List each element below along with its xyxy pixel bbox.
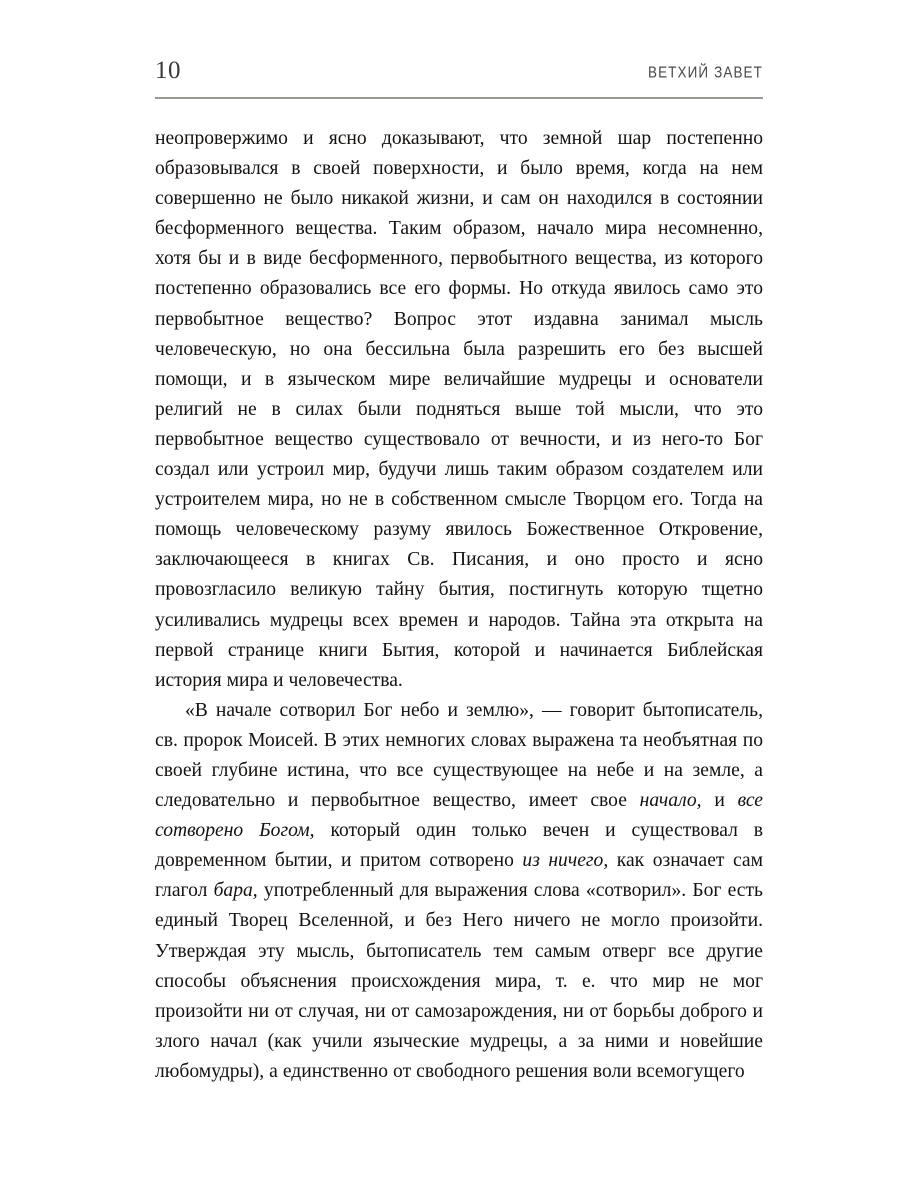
running-head [155, 58, 763, 92]
paragraph-2-run-1: «В начале сотворил Бог небо и землю», — говорит бытописатель, св. пророк Моисей. В этих немногих словах выражена та необъятная по своей глубине истина, что все существующее на небе и на земле, а следовательно и первобытное вещество, имеет свое [155, 699, 763, 812]
paragraph-2-run-2: и [701, 790, 738, 812]
paragraph-2-emphasis-vse-sotvoreno-bogom: все сотворено Богом, [155, 790, 764, 842]
paragraph-2-run-5: употребленный для выражения слова «сотворил». Бог есть единый Творец Вселенной, и без Него ничего не могло произойти. Утверждая эту мысль, бытописатель тем самым отверг все другие способы объяснения происхождения мира, т. е. что мир не мог произойти ни от случая, ни от самозарождения, ни от борьбы доброго и злого начал (как учили языческие мудрецы, а за ними и новейшие любомудры), а единственно от свободного решения воли всемогущего [155, 880, 763, 1082]
paragraph-2-run-3: который один только вечен и существовал в довременном бытии, и притом сотворено [155, 820, 763, 872]
paragraph-2-emphasis-bara: бара, [213, 880, 258, 902]
page-number: 10 [155, 57, 181, 84]
running-head-title: ВЕТХИЙ ЗАВЕТ [647, 63, 763, 82]
paragraph-1-text: неопровержимо и ясно доказывают, что земной шар постепенно образовывался в своей поверхности, и было время, когда на нем совершенно не было никакой жизни, и сам он находился в состоянии бесформенного вещества. Таким образом, начало мира несомненно, хотя бы и в виде бесформенного, первобытного вещества, из которого постепенно образовались все его формы. Но откуда явилось само это первобытное вещество? Вопрос этот издавна занимал мысль человеческую, но она бессильна была разрешить его без высшей помощи, и в языческом мире величайшие мудрецы и основатели религий не в силах были подняться выше той мысли, что это первобытное вещество существовало от вечности, и из него-то Бог создал или устроил мир, будучи лишь таким образом создателем или устроителем мира, но не в собственном смысле Творцом его. Тогда на помощь человеческому разуму явилось Божественное Откровение, заключающееся в книгах Св. Писания, и оно просто и ясно провозгласило великую тайну бытия, постигнуть которую тщетно усиливались мудрецы всех времен и народов. Тайна эта открыта на первой странице книги Бытия, которой и начинается Библейская история мира и человечества. [155, 128, 763, 691]
body-text-block [155, 124, 763, 1087]
paragraph-2-emphasis-iz-nichego: из ничего, [522, 850, 609, 872]
paragraph-2-run-4: как означает сам глагол [155, 850, 763, 902]
header-divider-rule [155, 97, 763, 99]
paragraph-2-emphasis-nachalo: начало, [639, 790, 702, 812]
paragraph-1 [155, 124, 763, 696]
paragraph-2 [155, 696, 763, 1087]
